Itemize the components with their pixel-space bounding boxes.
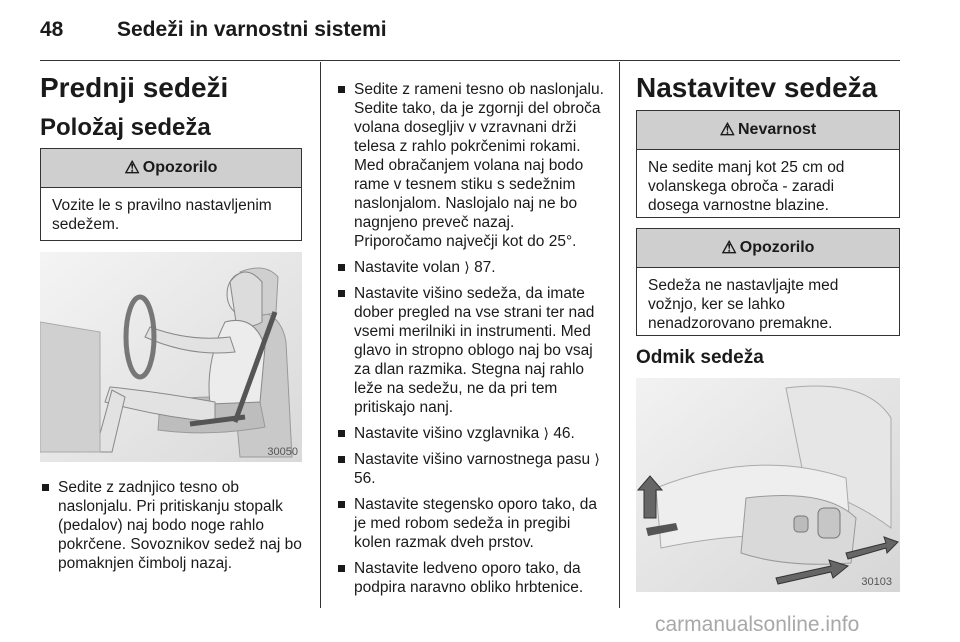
figure-driver-position <box>40 252 302 462</box>
seat-adjustment-illustration <box>636 378 900 592</box>
bullet-list-middle <box>336 80 606 604</box>
warning-header <box>41 149 301 188</box>
bullet-list-left <box>40 478 308 580</box>
watermark-text: carmanualsonline.info <box>655 613 860 636</box>
list-item: Nastavite višino sedeža, da imate dober pregled na vse strani ter nad vsemi merilniki in instrumenti. Med glavo in stropno oblogo naj bo vsaj za dlan razmika. Stegna naj rahlo leže na sedežu, ne da pri tem pritiskajo nanj. <box>336 284 606 417</box>
list-item: Nastavite višino varnostnega pasu ⟩ 56. <box>336 450 606 488</box>
danger-text: Ne sedite manj kot 25 cm od volanskega obroča - zaradi dosega varnostne blazine. <box>648 159 845 214</box>
heading-front-seats: Prednji sedeži <box>40 72 229 103</box>
list-item: Nastavite volan ⟩ 87. <box>336 258 606 277</box>
warning-triangle-icon: ⚠ <box>124 158 140 177</box>
warning-label: Opozorilo <box>739 239 815 256</box>
section-title: Sedeži in varnostni sistemi <box>117 18 387 41</box>
danger-header <box>637 111 899 150</box>
bullet-icon <box>338 264 345 271</box>
bullet-icon <box>338 290 345 297</box>
heading-seat-adjustment: Nastavitev sedeža <box>636 72 878 103</box>
figure-seat-adjustment <box>636 378 900 592</box>
page-reference-icon: ⟩ <box>594 451 600 467</box>
warning-box-left <box>40 148 302 241</box>
warning-box-right <box>636 228 900 336</box>
bullet-icon <box>338 430 345 437</box>
warning-header <box>637 229 899 268</box>
column-divider-1 <box>320 62 321 608</box>
list-item: Nastavite višino vzglavnika ⟩ 46. <box>336 424 606 443</box>
page-reference-link[interactable]: 56. <box>354 470 376 487</box>
column-divider-2 <box>619 62 620 608</box>
figure-number: 30050 <box>267 446 298 458</box>
figure-number: 30103 <box>861 576 892 588</box>
warning-text: Sedeža ne nastavljajte med vožnjo, ker se lahko nenadzorovano premakne. <box>648 277 839 332</box>
page-reference-link[interactable]: 46. <box>553 425 575 442</box>
warning-label: Opozorilo <box>142 159 218 176</box>
page-reference-icon: ⟩ <box>543 425 549 441</box>
bullet-icon <box>338 501 345 508</box>
warning-triangle-icon: ⚠ <box>719 120 735 139</box>
list-item: Sedite z zadnjico tesno ob naslonjalu. Pri pritiskanju stopalk (pedalov) naj bodo noge rahlo pokrčene. Sovoznikov sedež naj bo pomaknjen čimbolj nazaj. <box>40 478 308 573</box>
bullet-icon <box>338 86 345 93</box>
warning-triangle-icon: ⚠ <box>721 238 737 257</box>
heading-seat-position: Položaj sedeža <box>40 114 211 141</box>
bullet-icon <box>42 484 49 491</box>
bullet-icon <box>338 565 345 572</box>
heading-seat-fore-aft: Odmik sedeža <box>636 347 764 368</box>
page-reference-link[interactable]: 87. <box>474 259 496 276</box>
header-rule <box>40 60 900 61</box>
bullet-icon <box>338 456 345 463</box>
page-header <box>40 18 387 42</box>
list-item: Nastavite stegensko oporo tako, da je med robom sedeža in pregibi kolen razmak dveh prstov. <box>336 495 606 552</box>
danger-label: Nevarnost <box>738 121 817 138</box>
warning-text: Vozite le s pravilno nastavljenim sedežem. <box>52 197 272 233</box>
list-item: Nastavite ledveno oporo tako, da podpira naravno obliko hrbtenice. <box>336 559 606 597</box>
page-reference-icon: ⟩ <box>464 259 470 275</box>
page-number: 48 <box>40 18 64 41</box>
driver-seat-illustration <box>40 252 302 462</box>
danger-box <box>636 110 900 218</box>
list-item: Sedite z rameni tesno ob naslonjalu. Sedite tako, da je zgornji del obroča volana dosegljiv v vzravnani drži telesa z rahlo pokrčenimi rokami. Med obračanjem volana naj bodo rame v tesnem stiku s sedežnim naslonjalom. Naslojalo naj ne bo nagnjeno preveč nazaj. Priporočamo največji kot do 25°. <box>336 80 606 251</box>
